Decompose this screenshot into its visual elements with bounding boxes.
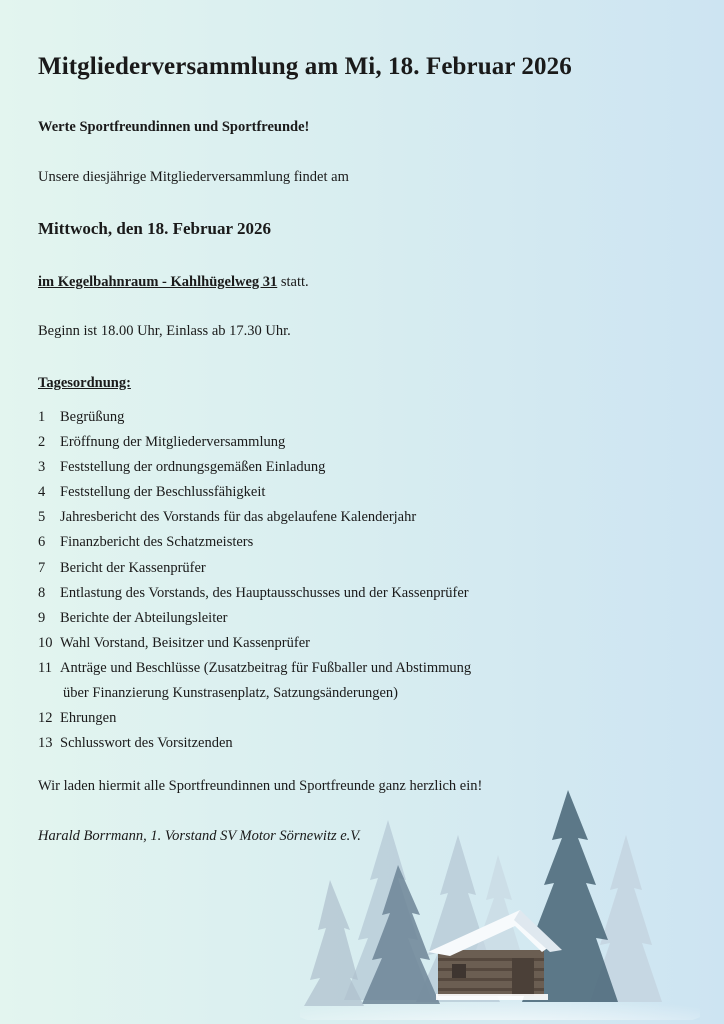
agenda-number: 12 [38, 710, 53, 727]
agenda-number: 10 [38, 634, 53, 651]
agenda-text: Begrüßung [60, 409, 125, 425]
agenda-number: 7 [38, 559, 46, 576]
agenda-item [38, 433, 471, 458]
agenda-item [38, 408, 471, 433]
invitation-text: Wir laden hiermit alle Sportfreundinnen und Sportfreunde ganz herzlich ein! [38, 778, 483, 794]
agenda-item [38, 584, 471, 609]
agenda-text: Berichte der Abteilungsleiter [60, 609, 228, 626]
agenda-text: Eröffnung der Mitgliederversammlung [60, 434, 286, 451]
agenda-item [38, 659, 471, 709]
agenda-text-continuation: über Finanzierung Kunstrasenplatz, Satzungsänderungen) [63, 684, 399, 701]
agenda-text: Jahresbericht des Vorstands für das abgelaufene Kalenderjahr [60, 509, 417, 526]
agenda-number: 8 [38, 584, 46, 601]
agenda-item [38, 508, 471, 533]
agenda-text: Anträge und Beschlüsse (Zusatzbeitrag für Fußballer und Abstimmung [60, 659, 472, 676]
greeting: Werte Sportfreundinnen und Sportfreunde! [38, 119, 310, 135]
agenda-item [38, 458, 471, 483]
agenda-text: Finanzbericht des Schatzmeisters [60, 534, 254, 551]
location-suffix: statt. [277, 274, 309, 290]
agenda-item [38, 634, 471, 659]
meeting-date: Mittwoch, den 18. Februar 2026 [38, 219, 271, 238]
agenda-number: 5 [38, 509, 46, 526]
agenda-text: Schlusswort des Vorsitzenden [60, 735, 233, 752]
intro-text: Unsere diesjährige Mitgliederversammlung findet am [38, 169, 349, 185]
signature: Harald Borrmann, 1. Vorstand SV Motor Sörnewitz e.V. [38, 828, 361, 844]
agenda-item [38, 559, 471, 584]
begin-time: Beginn ist 18.00 Uhr, Einlass ab 17.30 Uhr. [38, 323, 291, 339]
agenda-text: Feststellung der Beschlussfähigkeit [60, 484, 266, 501]
agenda-number: 1 [38, 409, 46, 425]
agenda-text: Feststellung der ordnungsgemäßen Einladung [60, 459, 326, 476]
agenda-title: Tagesordnung: [38, 375, 131, 391]
agenda-text: Wahl Vorstand, Beisitzer und Kassenprüfer [60, 634, 310, 651]
location-place: im Kegelbahnraum - Kahlhügelweg 31 [38, 274, 278, 290]
agenda-item [38, 533, 471, 558]
agenda-text: Entlastung des Vorstands, des Hauptausschusses und der Kassenprüfer [60, 584, 469, 601]
agenda-item [38, 483, 471, 508]
agenda-item [38, 734, 471, 759]
meeting-location [38, 274, 309, 291]
agenda-number: 2 [38, 434, 46, 451]
agenda-number: 3 [38, 459, 46, 476]
agenda-number: 9 [38, 609, 46, 626]
agenda-text: Bericht der Kassenprüfer [60, 559, 206, 576]
agenda-number: 6 [38, 534, 46, 551]
agenda-number: 13 [38, 735, 53, 752]
agenda-item [38, 609, 471, 634]
agenda-item [38, 709, 471, 734]
agenda-text: Ehrungen [60, 710, 117, 727]
agenda-number: 11 [38, 659, 52, 676]
page-title: Mitgliederversammlung am Mi, 18. Februar 2026 [38, 53, 572, 80]
agenda-text-block [60, 659, 471, 709]
winter-cabin-illustration [300, 780, 700, 1020]
agenda-number: 4 [38, 484, 46, 501]
agenda-list [38, 408, 471, 759]
